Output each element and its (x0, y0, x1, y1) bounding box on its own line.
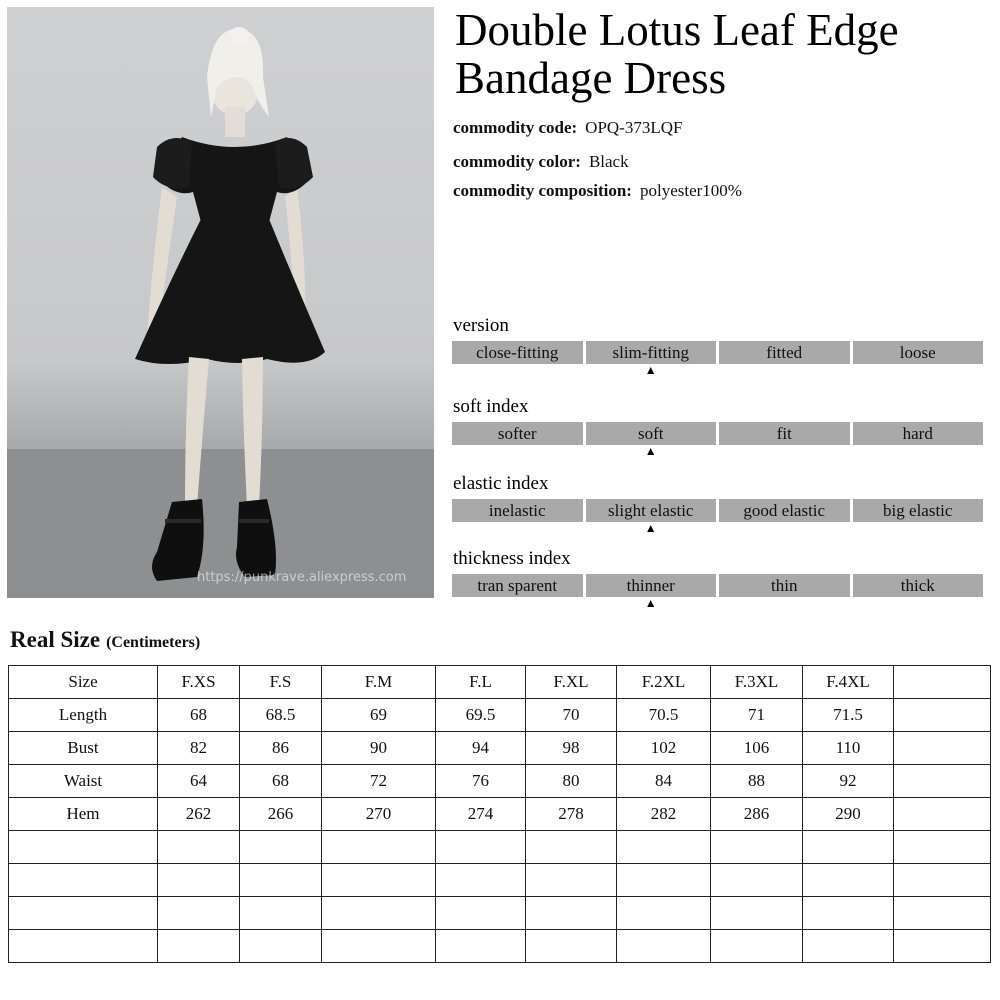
table-cell: 94 (436, 732, 526, 765)
elastic-option (452, 499, 583, 522)
spec-label: commodity code: (453, 118, 578, 137)
table-cell (322, 831, 436, 864)
version-scale (452, 341, 983, 377)
table-cell (526, 864, 617, 897)
table-cell (617, 897, 711, 930)
header-cell: F.L (436, 666, 526, 699)
thickness-index-scale (452, 574, 983, 610)
option-label: softer (497, 424, 537, 443)
row-label-cell (9, 864, 158, 897)
header-cell (894, 666, 991, 699)
table-cell: 69.5 (436, 699, 526, 732)
table-row (9, 831, 991, 864)
size-chart-table (8, 665, 991, 963)
option-label: thin (771, 576, 798, 595)
size-chart-header-row (9, 666, 991, 699)
soft-index-scale (452, 422, 983, 458)
thickness-index-label: thickness index (453, 548, 571, 569)
version-option (719, 341, 850, 364)
option-label: fit (776, 424, 792, 443)
option-label: thick (900, 576, 935, 595)
table-cell: 84 (617, 765, 711, 798)
table-cell (436, 930, 526, 963)
option-label: tran sparent (477, 576, 558, 595)
row-label-cell: Bust (9, 732, 158, 765)
header-cell: F.XS (158, 666, 240, 699)
thickness-option (853, 574, 984, 597)
product-photo (7, 7, 434, 598)
elastic-option (719, 499, 850, 522)
soft-option-selected (586, 422, 717, 458)
version-option (452, 341, 583, 364)
table-cell: 71 (711, 699, 803, 732)
table-cell: 88 (711, 765, 803, 798)
row-label-cell: Waist (9, 765, 158, 798)
table-cell (894, 699, 991, 732)
option-label: inelastic (488, 501, 546, 520)
table-cell: 106 (711, 732, 803, 765)
table-cell (803, 897, 894, 930)
table-cell (894, 831, 991, 864)
soft-index-label: soft index (453, 396, 529, 417)
table-cell: 86 (240, 732, 322, 765)
table-cell (322, 897, 436, 930)
table-cell (436, 897, 526, 930)
header-cell: F.3XL (711, 666, 803, 699)
table-cell: 72 (322, 765, 436, 798)
selected-marker-icon: ▲ (644, 363, 657, 377)
table-cell: 90 (322, 732, 436, 765)
table-cell: 290 (803, 798, 894, 831)
version-option (853, 341, 984, 364)
spec-commodity-color (453, 152, 629, 172)
table-cell (436, 864, 526, 897)
size-chart-unit: (Centimeters) (106, 634, 201, 651)
table-cell (526, 897, 617, 930)
table-cell: 286 (711, 798, 803, 831)
option-label: soft (638, 424, 664, 443)
table-cell (894, 798, 991, 831)
table-cell (158, 864, 240, 897)
table-cell (894, 930, 991, 963)
spec-value: polyester100% (639, 181, 742, 200)
table-cell (711, 897, 803, 930)
row-label-cell: Length (9, 699, 158, 732)
table-cell: 274 (436, 798, 526, 831)
row-label-cell (9, 897, 158, 930)
option-label: close-fitting (476, 343, 559, 362)
elastic-option (853, 499, 984, 522)
size-chart-title (10, 627, 200, 653)
size-chart-heading: Real Size (10, 627, 101, 652)
table-cell: 278 (526, 798, 617, 831)
table-cell (803, 930, 894, 963)
table-cell (803, 864, 894, 897)
table-cell: 71.5 (803, 699, 894, 732)
elastic-index-label: elastic index (453, 473, 549, 494)
product-title: Double Lotus Leaf Edge Bandage Dress (455, 5, 899, 103)
soft-option (719, 422, 850, 445)
table-row (9, 897, 991, 930)
option-label: thinner (626, 576, 675, 595)
table-cell: 80 (526, 765, 617, 798)
table-cell: 82 (158, 732, 240, 765)
selected-marker-icon: ▲ (644, 596, 657, 610)
table-cell (894, 765, 991, 798)
size-chart-body (9, 666, 991, 963)
spec-value: OPQ-373LQF (585, 118, 683, 137)
spec-label: commodity composition: (453, 181, 632, 200)
table-cell (240, 897, 322, 930)
table-row (9, 765, 991, 798)
table-cell: 282 (617, 798, 711, 831)
table-cell (617, 831, 711, 864)
table-cell: 64 (158, 765, 240, 798)
table-cell: 98 (526, 732, 617, 765)
row-label-cell: Hem (9, 798, 158, 831)
header-cell: F.2XL (617, 666, 711, 699)
header-cell: F.S (240, 666, 322, 699)
table-cell (158, 897, 240, 930)
table-cell (526, 930, 617, 963)
table-cell (158, 831, 240, 864)
row-label-cell (9, 930, 158, 963)
table-cell (617, 864, 711, 897)
row-label-cell (9, 831, 158, 864)
table-cell (158, 930, 240, 963)
table-row (9, 732, 991, 765)
table-cell: 68 (158, 699, 240, 732)
spec-value: Black (588, 152, 629, 171)
table-cell: 262 (158, 798, 240, 831)
table-cell (894, 897, 991, 930)
table-cell: 266 (240, 798, 322, 831)
elastic-option-selected (586, 499, 717, 535)
table-row (9, 699, 991, 732)
table-cell: 102 (617, 732, 711, 765)
table-cell (322, 864, 436, 897)
option-label: slim-fitting (612, 343, 689, 362)
thickness-option (452, 574, 583, 597)
table-cell (240, 930, 322, 963)
table-row (9, 864, 991, 897)
header-cell: F.4XL (803, 666, 894, 699)
header-cell: Size (9, 666, 158, 699)
table-cell (617, 930, 711, 963)
option-label: slight elastic (608, 501, 694, 520)
table-row (9, 930, 991, 963)
table-cell (894, 864, 991, 897)
table-cell: 69 (322, 699, 436, 732)
table-cell (526, 831, 617, 864)
table-cell (711, 930, 803, 963)
selected-marker-icon: ▲ (644, 521, 657, 535)
model-illustration (7, 7, 434, 598)
option-label: big elastic (883, 501, 953, 520)
spec-label: commodity color: (453, 152, 581, 171)
table-cell (711, 864, 803, 897)
spec-commodity-code (453, 118, 682, 138)
table-cell (803, 831, 894, 864)
header-cell: F.M (322, 666, 436, 699)
version-label: version (453, 315, 509, 336)
table-cell: 68 (240, 765, 322, 798)
table-cell: 70.5 (617, 699, 711, 732)
soft-option (853, 422, 984, 445)
table-row (9, 798, 991, 831)
option-label: good elastic (743, 501, 826, 520)
option-label: hard (902, 424, 933, 443)
table-cell: 110 (803, 732, 894, 765)
photo-watermark: https://punkrave.aliexpress.com (197, 570, 407, 585)
table-cell: 270 (322, 798, 436, 831)
table-cell (711, 831, 803, 864)
option-label: fitted (766, 343, 803, 362)
table-cell: 70 (526, 699, 617, 732)
thickness-option-selected (586, 574, 717, 610)
table-cell (322, 930, 436, 963)
table-cell: 76 (436, 765, 526, 798)
option-label: loose (899, 343, 936, 362)
soft-option (452, 422, 583, 445)
selected-marker-icon: ▲ (644, 444, 657, 458)
table-cell (240, 864, 322, 897)
elastic-index-scale (452, 499, 983, 535)
thickness-option (719, 574, 850, 597)
spec-commodity-composition (453, 181, 742, 201)
header-cell: F.XL (526, 666, 617, 699)
table-cell: 92 (803, 765, 894, 798)
table-cell: 68.5 (240, 699, 322, 732)
table-cell (436, 831, 526, 864)
table-cell (240, 831, 322, 864)
table-cell (894, 732, 991, 765)
version-option-selected (586, 341, 717, 377)
